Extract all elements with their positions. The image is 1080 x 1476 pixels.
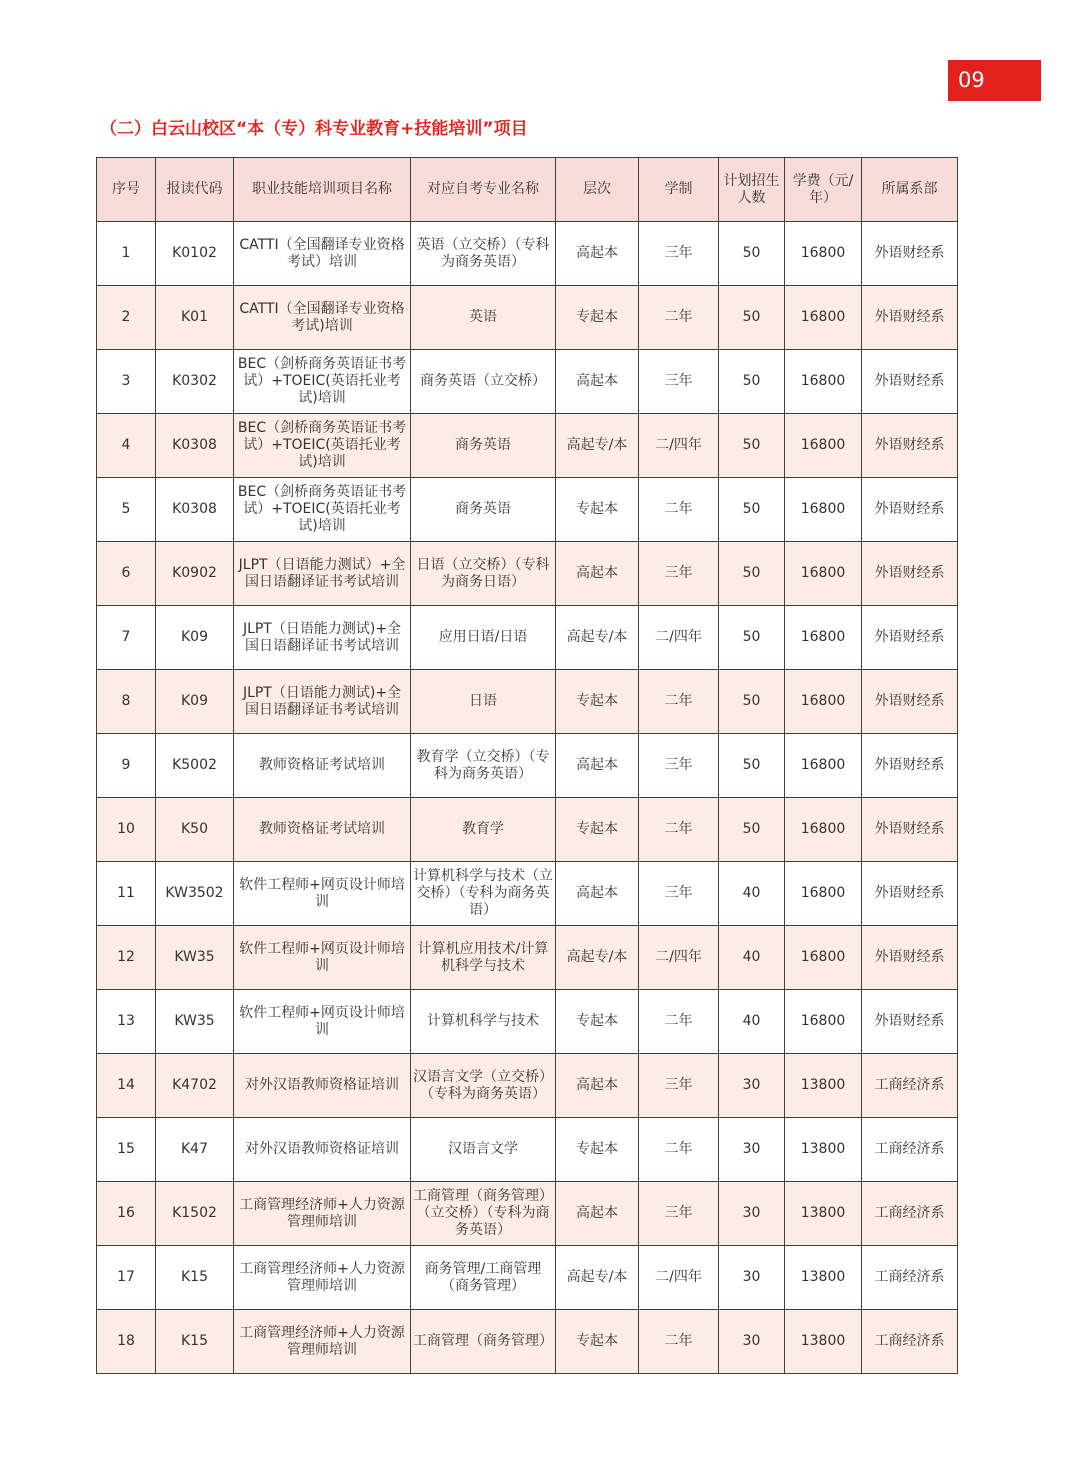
cell-major: 汉语言文学（立交桥）（专科为商务英语） — [411, 1054, 556, 1118]
cell-duration: 三年 — [639, 222, 719, 286]
cell-no: 2 — [97, 286, 156, 350]
cell-duration: 二/四年 — [639, 1246, 719, 1310]
cell-dept: 外语财经系 — [862, 798, 958, 862]
cell-level: 专起本 — [556, 286, 639, 350]
cell-project: 软件工程师+网页设计师培训 — [234, 990, 411, 1054]
section-title: （二）白云山校区“本（专）科专业教育+技能培训”项目 — [100, 119, 528, 139]
cell-no: 5 — [97, 478, 156, 542]
cell-level: 专起本 — [556, 798, 639, 862]
cell-dept: 外语财经系 — [862, 862, 958, 926]
cell-no: 8 — [97, 670, 156, 734]
header-duration: 学制 — [639, 158, 719, 222]
cell-dept: 工商经济系 — [862, 1246, 958, 1310]
cell-plan: 50 — [719, 798, 785, 862]
table-header-row — [97, 158, 958, 222]
cell-major: 日语 — [411, 670, 556, 734]
cell-dept: 工商经济系 — [862, 1118, 958, 1182]
cell-major: 教育学（立交桥）（专科为商务英语） — [411, 734, 556, 798]
cell-no: 16 — [97, 1182, 156, 1246]
cell-code: KW3502 — [156, 862, 234, 926]
cell-no: 14 — [97, 1054, 156, 1118]
cell-fee: 16800 — [785, 222, 862, 286]
cell-no: 4 — [97, 414, 156, 478]
table-row — [97, 478, 958, 542]
cell-no: 10 — [97, 798, 156, 862]
cell-code: K1502 — [156, 1182, 234, 1246]
cell-code: K15 — [156, 1246, 234, 1310]
cell-duration: 三年 — [639, 862, 719, 926]
cell-dept: 外语财经系 — [862, 222, 958, 286]
cell-project: 工商管理经济师+人力资源管理师培训 — [234, 1182, 411, 1246]
cell-duration: 二/四年 — [639, 414, 719, 478]
cell-dept: 外语财经系 — [862, 670, 958, 734]
cell-project: 软件工程师+网页设计师培训 — [234, 862, 411, 926]
header-project: 职业技能培训项目名称 — [234, 158, 411, 222]
cell-major: 商务英语 — [411, 414, 556, 478]
cell-duration: 二/四年 — [639, 606, 719, 670]
table-row — [97, 1182, 958, 1246]
table-row — [97, 1310, 958, 1374]
cell-code: K09 — [156, 670, 234, 734]
cell-dept: 外语财经系 — [862, 350, 958, 414]
table-row — [97, 286, 958, 350]
table-row — [97, 798, 958, 862]
cell-project: 对外汉语教师资格证培训 — [234, 1054, 411, 1118]
cell-no: 1 — [97, 222, 156, 286]
cell-code: K09 — [156, 606, 234, 670]
cell-fee: 16800 — [785, 926, 862, 990]
cell-project: JLPT（日语能力测试)+全国日语翻译证书考试培训 — [234, 670, 411, 734]
cell-no: 6 — [97, 542, 156, 606]
cell-level: 高起专/本 — [556, 1246, 639, 1310]
cell-major: 英语 — [411, 286, 556, 350]
cell-plan: 30 — [719, 1118, 785, 1182]
cell-dept: 外语财经系 — [862, 542, 958, 606]
cell-project: 对外汉语教师资格证培训 — [234, 1118, 411, 1182]
cell-no: 13 — [97, 990, 156, 1054]
header-no: 序号 — [97, 158, 156, 222]
table-row — [97, 862, 958, 926]
cell-fee: 16800 — [785, 798, 862, 862]
cell-duration: 二年 — [639, 1118, 719, 1182]
cell-plan: 50 — [719, 542, 785, 606]
cell-major: 商务英语 — [411, 478, 556, 542]
table-row — [97, 542, 958, 606]
cell-project: BEC（剑桥商务英语证书考试）+TOEIC(英语托业考试)培训 — [234, 414, 411, 478]
cell-duration: 三年 — [639, 1054, 719, 1118]
cell-level: 高起专/本 — [556, 414, 639, 478]
header-level: 层次 — [556, 158, 639, 222]
cell-code: K0308 — [156, 414, 234, 478]
cell-major: 计算机科学与技术 — [411, 990, 556, 1054]
cell-level: 高起专/本 — [556, 926, 639, 990]
cell-dept: 外语财经系 — [862, 478, 958, 542]
cell-level: 高起本 — [556, 862, 639, 926]
cell-code: K15 — [156, 1310, 234, 1374]
table-row — [97, 350, 958, 414]
cell-fee: 16800 — [785, 350, 862, 414]
cell-plan: 40 — [719, 990, 785, 1054]
cell-dept: 外语财经系 — [862, 606, 958, 670]
cell-duration: 二年 — [639, 286, 719, 350]
cell-project: CATTI（全国翻译专业资格考试）培训 — [234, 222, 411, 286]
table-row — [97, 734, 958, 798]
table-row — [97, 1246, 958, 1310]
cell-major: 英语（立交桥）（专科为商务英语） — [411, 222, 556, 286]
cell-code: K50 — [156, 798, 234, 862]
cell-major: 计算机应用技术/计算机科学与技术 — [411, 926, 556, 990]
cell-level: 高起本 — [556, 734, 639, 798]
cell-fee: 16800 — [785, 670, 862, 734]
cell-project: JLPT（日语能力测试）+全国日语翻译证书考试培训 — [234, 542, 411, 606]
cell-fee: 16800 — [785, 862, 862, 926]
cell-no: 12 — [97, 926, 156, 990]
cell-plan: 50 — [719, 606, 785, 670]
cell-duration: 二年 — [639, 670, 719, 734]
cell-plan: 50 — [719, 734, 785, 798]
table-row — [97, 606, 958, 670]
table-row — [97, 222, 958, 286]
cell-plan: 50 — [719, 478, 785, 542]
cell-fee: 13800 — [785, 1310, 862, 1374]
cell-code: K0302 — [156, 350, 234, 414]
header-plan: 计划招生人数 — [719, 158, 785, 222]
header-dept: 所属系部 — [862, 158, 958, 222]
cell-project: 软件工程师+网页设计师培训 — [234, 926, 411, 990]
cell-dept: 外语财经系 — [862, 990, 958, 1054]
cell-dept: 外语财经系 — [862, 926, 958, 990]
table-body — [97, 222, 958, 1374]
cell-dept: 工商经济系 — [862, 1310, 958, 1374]
cell-plan: 40 — [719, 926, 785, 990]
header-code: 报读代码 — [156, 158, 234, 222]
cell-fee: 16800 — [785, 414, 862, 478]
cell-dept: 外语财经系 — [862, 734, 958, 798]
cell-duration: 三年 — [639, 1182, 719, 1246]
cell-level: 专起本 — [556, 1310, 639, 1374]
cell-project: BEC（剑桥商务英语证书考试）+TOEIC(英语托业考试)培训 — [234, 478, 411, 542]
cell-plan: 50 — [719, 222, 785, 286]
cell-dept: 工商经济系 — [862, 1054, 958, 1118]
cell-code: K01 — [156, 286, 234, 350]
cell-level: 专起本 — [556, 1118, 639, 1182]
cell-level: 高起专/本 — [556, 606, 639, 670]
cell-project: JLPT（日语能力测试)+全国日语翻译证书考试培训 — [234, 606, 411, 670]
table-row — [97, 1118, 958, 1182]
table-row — [97, 926, 958, 990]
cell-project: 工商管理经济师+人力资源管理师培训 — [234, 1310, 411, 1374]
cell-major: 商务英语（立交桥） — [411, 350, 556, 414]
cell-duration: 三年 — [639, 734, 719, 798]
cell-major: 应用日语/日语 — [411, 606, 556, 670]
cell-no: 15 — [97, 1118, 156, 1182]
cell-plan: 30 — [719, 1054, 785, 1118]
cell-level: 高起本 — [556, 350, 639, 414]
cell-project: 工商管理经济师+人力资源管理师培训 — [234, 1246, 411, 1310]
cell-dept: 工商经济系 — [862, 1182, 958, 1246]
cell-plan: 30 — [719, 1310, 785, 1374]
cell-major: 汉语言文学 — [411, 1118, 556, 1182]
cell-project: 教师资格证考试培训 — [234, 734, 411, 798]
header-major: 对应自考专业名称 — [411, 158, 556, 222]
cell-plan: 40 — [719, 862, 785, 926]
cell-fee: 16800 — [785, 734, 862, 798]
cell-duration: 二/四年 — [639, 926, 719, 990]
table-row — [97, 414, 958, 478]
cell-fee: 16800 — [785, 542, 862, 606]
page-number-badge: 09 — [948, 60, 1041, 101]
cell-major: 商务管理/工商管理（商务管理） — [411, 1246, 556, 1310]
cell-level: 高起本 — [556, 1054, 639, 1118]
cell-fee: 13800 — [785, 1054, 862, 1118]
cell-plan: 50 — [719, 670, 785, 734]
cell-duration: 二年 — [639, 990, 719, 1054]
table-row — [97, 670, 958, 734]
cell-fee: 16800 — [785, 478, 862, 542]
cell-plan: 30 — [719, 1246, 785, 1310]
cell-duration: 二年 — [639, 798, 719, 862]
cell-major: 日语（立交桥）（专科为商务日语） — [411, 542, 556, 606]
cell-code: K0102 — [156, 222, 234, 286]
table-row — [97, 990, 958, 1054]
header-fee: 学费（元/年） — [785, 158, 862, 222]
cell-duration: 二年 — [639, 478, 719, 542]
cell-fee: 13800 — [785, 1246, 862, 1310]
cell-level: 专起本 — [556, 990, 639, 1054]
cell-fee: 13800 — [785, 1182, 862, 1246]
cell-no: 7 — [97, 606, 156, 670]
cell-no: 17 — [97, 1246, 156, 1310]
program-table — [96, 157, 958, 1374]
cell-level: 专起本 — [556, 478, 639, 542]
cell-fee: 16800 — [785, 606, 862, 670]
cell-no: 9 — [97, 734, 156, 798]
cell-plan: 50 — [719, 350, 785, 414]
cell-major: 工商管理（商务管理） — [411, 1310, 556, 1374]
cell-code: K0902 — [156, 542, 234, 606]
cell-fee: 16800 — [785, 286, 862, 350]
cell-code: K47 — [156, 1118, 234, 1182]
cell-no: 3 — [97, 350, 156, 414]
cell-level: 高起本 — [556, 542, 639, 606]
cell-level: 高起本 — [556, 1182, 639, 1246]
cell-code: K0308 — [156, 478, 234, 542]
cell-major: 计算机科学与技术（立交桥）（专科为商务英语） — [411, 862, 556, 926]
cell-fee: 13800 — [785, 1118, 862, 1182]
cell-plan: 30 — [719, 1182, 785, 1246]
cell-project: 教师资格证考试培训 — [234, 798, 411, 862]
cell-code: KW35 — [156, 990, 234, 1054]
cell-code: KW35 — [156, 926, 234, 990]
cell-fee: 16800 — [785, 990, 862, 1054]
cell-level: 高起本 — [556, 222, 639, 286]
cell-code: K4702 — [156, 1054, 234, 1118]
cell-no: 18 — [97, 1310, 156, 1374]
cell-major: 工商管理（商务管理）（立交桥）（专科为商务英语） — [411, 1182, 556, 1246]
cell-plan: 50 — [719, 414, 785, 478]
cell-no: 11 — [97, 862, 156, 926]
cell-duration: 三年 — [639, 542, 719, 606]
cell-code: K5002 — [156, 734, 234, 798]
cell-major: 教育学 — [411, 798, 556, 862]
cell-project: CATTI（全国翻译专业资格考试)培训 — [234, 286, 411, 350]
cell-duration: 三年 — [639, 350, 719, 414]
cell-level: 专起本 — [556, 670, 639, 734]
cell-project: BEC（剑桥商务英语证书考试）+TOEIC(英语托业考试)培训 — [234, 350, 411, 414]
cell-dept: 外语财经系 — [862, 414, 958, 478]
cell-dept: 外语财经系 — [862, 286, 958, 350]
cell-plan: 50 — [719, 286, 785, 350]
table-row — [97, 1054, 958, 1118]
cell-duration: 二年 — [639, 1310, 719, 1374]
